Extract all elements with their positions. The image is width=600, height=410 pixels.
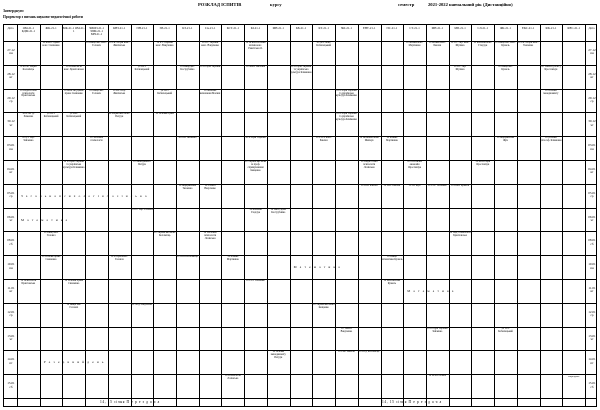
exam-entry: 10 Українська мова Коломієць — [154, 232, 176, 238]
date-value: 11.01 — [7, 285, 15, 290]
exam-entry: 10 Історія України — [245, 137, 266, 140]
date-value: 10.01 — [7, 262, 15, 267]
column-header: ПС-21-1 — [386, 27, 398, 30]
date-label — [585, 216, 599, 223]
date-label — [585, 168, 599, 175]
date-label — [585, 311, 599, 318]
exam-entry: 10 Вища математика Кужель — [381, 256, 403, 262]
date-value: 28.12 — [588, 71, 596, 76]
exam-entry: 10 Вища мат. Кострубайко — [180, 65, 195, 71]
approver-name: Проректор з питань науково-педагогічної роботи — [3, 15, 83, 19]
date-label — [4, 97, 18, 104]
date-value: 11.01 — [588, 285, 596, 290]
exam-entry-span: М а т е м а т и к а — [407, 288, 455, 293]
date-value: 12.01 — [588, 309, 596, 314]
weekday: пн — [9, 51, 13, 56]
date-label — [4, 382, 18, 389]
exam-entry: 10 Іст. України конс. Вакуленко — [201, 42, 220, 47]
exam-entry: 10 Іст. України конс. Вакуленко — [155, 42, 174, 47]
exam-entry: 10 Іст. Укр. Головач — [131, 208, 153, 211]
exam-entry: 10 Психологія Брантовська — [20, 280, 37, 285]
exam-entry: 10 Загальна психологія — [90, 137, 103, 143]
exam-entry: 10 ЕКС Кобилецький — [66, 113, 82, 119]
date-label — [585, 335, 599, 342]
course-label: курсу — [270, 2, 282, 7]
column-header: СТ-21-1 — [409, 27, 420, 30]
retake-note: Перездача — [567, 376, 580, 379]
column-header: ФК-21-1 — [545, 27, 557, 30]
weekday: чт — [9, 337, 13, 341]
exam-entry: 10 ВТД Коломієць — [359, 351, 380, 354]
column-header: КСТ-21-1 — [226, 27, 239, 30]
exam-entry: 10 ЕЕК Головач — [428, 375, 447, 378]
exam-entry: 10 Вища мат. Кужель — [498, 65, 513, 71]
date-value: 12.01 — [7, 309, 15, 314]
column-header: ЖК-21-1 — [45, 27, 57, 30]
exam-entry: 10 Українська мова Іващенко — [313, 303, 335, 309]
date-label — [585, 358, 599, 365]
exam-entry: 10 ОЕТ Кобилецький — [43, 113, 59, 119]
exam-entry: 10 ОПП Коломієць — [176, 256, 198, 259]
exam-entry: 10 Історія України та українська культура Клименко — [290, 65, 312, 74]
exam-entry: 10 Фізика конс. Баклан — [428, 42, 446, 47]
exam-entry: 10 ТМКП Вакуленко — [204, 184, 216, 190]
exam-entry: 10 Вища мат. Головач — [89, 89, 104, 95]
exam-entry: 10 Психологічний вплив конс. Ракитська О. — [245, 42, 266, 50]
date-value: 28.12 — [7, 71, 15, 76]
date-value: 06.01 — [588, 214, 596, 219]
date-label — [4, 287, 18, 294]
date-value: 27.12 — [588, 47, 596, 52]
date-label — [585, 287, 599, 294]
weekday: чт — [590, 218, 594, 222]
exam-entry: 10 Біохімія конс. Гладчук — [473, 42, 493, 47]
weekday: пн — [590, 51, 594, 56]
exam-entry: 10 Анат. Анохіна — [246, 65, 265, 68]
exam-entry: 10 ЕТЕЕ конс. Баклан — [315, 137, 332, 143]
schedule-table — [3, 24, 597, 407]
exam-entry: 10 ОПЗ Баклан — [360, 184, 378, 187]
footer-left-note: 14, 15 січня П е р е з д а ч а — [100, 400, 160, 404]
date-label — [4, 144, 18, 151]
column-header: ФЕС-21-1 — [567, 27, 580, 30]
exam-entry: 10 Історія України та українська культура Клименко — [335, 89, 358, 98]
exam-entry: 10 ЕСЕ Ткаченко — [427, 184, 447, 187]
weekday: чт — [9, 122, 13, 127]
column-header: Дата — [7, 27, 14, 30]
date-value: 15.01 — [7, 381, 15, 386]
weekday: пн — [9, 265, 13, 270]
exam-entry-span: М а т е м а т и к а — [21, 217, 69, 222]
weekday: вт — [9, 289, 13, 294]
exam-entry: 10 Фізика Мартинюк — [226, 256, 239, 262]
weekday: чт — [590, 337, 594, 341]
exam-entry: 10 ЗПД Вакуленко — [131, 303, 153, 306]
column-header: ФК-21-1 — [500, 27, 511, 30]
date-value: 29.12 — [588, 95, 596, 100]
weekday: вт — [9, 170, 13, 175]
exam-entry: 10 Конст. право конс. Свашенко — [42, 42, 60, 47]
exam-entry: 10 ЕСЕ Ткаченко — [246, 280, 265, 282]
exam-entry: 10 Менеджмент Петрук — [133, 161, 151, 166]
date-value: 04.01 — [7, 166, 15, 171]
approval-label: Затверджую: — [3, 9, 25, 13]
exam-entry: 10 Б. Ж. Д. Хоменко — [22, 113, 35, 119]
date-value: 13.01 — [7, 333, 15, 338]
exam-entry: 10 Інформатика Жук — [496, 137, 515, 143]
exam-entry: 10 Історія України та українська культура Клименко — [63, 161, 85, 169]
exam-entry: 10 Вища мат. конс. Головач — [86, 42, 107, 47]
weekday: вт — [9, 75, 13, 80]
weekday: вт — [590, 75, 594, 80]
exam-entry-span: З а г а л ь н а п с и х о л о г і я Л о з і н с ь к а — [21, 193, 148, 198]
exam-entry: 10 Іст. Укр. конс. Шулика — [450, 42, 470, 47]
column-header: ЕКС-21-1 — [522, 27, 535, 30]
weekday: ср — [9, 313, 13, 318]
column-header: СЛ-21-1 — [477, 27, 488, 30]
footer-right-note: 14, 15 січня П е р е з д а ч а — [382, 400, 442, 404]
exam-entry: 10 Загальна психологія Лозінська — [203, 232, 217, 241]
date-label — [585, 382, 599, 389]
schedule-title: РОЗКЛАД ІСПИТІВ — [198, 2, 242, 7]
exam-entry: 10 Вища мат. конс. Кужель — [495, 42, 516, 47]
date-value: 14.01 — [7, 357, 15, 362]
exam-entry: 9:30 Ек. теорія Коломієць — [20, 65, 37, 71]
date-label — [585, 144, 599, 151]
date-label — [585, 97, 599, 104]
weekday: ср — [590, 194, 594, 199]
weekday: сб — [590, 241, 594, 246]
exam-entry: 10 Пед. психологія Брантовська — [449, 232, 471, 238]
column-header: МП-21-1 — [454, 27, 466, 30]
column-header: КТ-21-1 — [318, 27, 329, 30]
date-label — [4, 73, 18, 80]
exam-entry: 10 Вища мат. Головач — [66, 303, 82, 309]
date-value: 10.01 — [588, 262, 596, 267]
column-header: КЗ-21-1 — [182, 27, 193, 30]
exam-entry: 10 ОЕС конс. Кобилецький — [316, 42, 332, 47]
weekday: ср — [590, 99, 594, 103]
weekday: ср — [9, 194, 13, 199]
weekday: сб — [9, 241, 13, 246]
exam-entry: 10 Англ. мова Кострубайко — [270, 208, 286, 214]
exam-entry: 10 Фізичне виховання Малиш — [199, 89, 221, 95]
date-label — [4, 358, 18, 365]
exam-entry: 10 Філософія Ярославчук — [475, 161, 491, 166]
exam-entry-span: М а т е м а т и к а — [293, 265, 341, 270]
exam-entry: 10 Математика Кужель — [383, 280, 401, 285]
date-value: 30.12 — [588, 119, 596, 124]
date-label — [4, 263, 18, 270]
date-label — [585, 192, 599, 199]
exam-entry: 10 Ек. теорія конс. Ткаченко — [517, 42, 539, 47]
column-header: ЗМОП-21-1 ЗПМ-21-1 МН-21-1 — [89, 27, 105, 37]
semester-label: семестр — [398, 2, 415, 7]
exam-entry: 10 Іст. Укр. Шулика — [453, 65, 467, 71]
date-label — [585, 73, 599, 80]
exam-entry: 10 Педагогічна психологія Лозінська — [360, 161, 378, 169]
date-value: 05.01 — [7, 190, 15, 195]
date-label — [585, 120, 599, 127]
date-label — [585, 239, 599, 246]
exam-entry: 10 Інформатика Ткаченко — [178, 184, 197, 190]
column-header: Дата — [588, 27, 595, 30]
date-value: 08.01 — [7, 238, 15, 243]
date-label — [585, 263, 599, 270]
exam-entry: 10 ОЕТ Кобилецький — [157, 89, 172, 95]
date-value: 29.12 — [7, 95, 15, 100]
column-header: КІ-21-1 — [250, 27, 261, 30]
date-value: 15.01 — [588, 381, 596, 386]
exam-entry: 10 ПЗ Жук — [408, 184, 421, 187]
exam-entry: 10 ТМКП Вакуленко — [340, 327, 353, 333]
exam-entry: 10 ТЕС Кобилецький — [498, 327, 513, 333]
date-label — [4, 311, 18, 318]
exam-entry: 10 Основи менеджменту — [543, 89, 559, 95]
exam-entry: 10 Іст. Укр. Зайченко — [22, 137, 35, 143]
exam-entry: 10 Історія конс. Головач — [110, 256, 128, 262]
exam-entry: 10 Маркетинг конс. Петрук — [108, 113, 131, 119]
exam-entry: 10 Психологія конс. Брантовська — [63, 65, 84, 71]
exam-entry: 10 Педагогічна психологія Брантовська — [20, 89, 37, 98]
weekday: пн — [590, 265, 594, 270]
date-label — [4, 239, 18, 246]
exam-entry: 10 Психологія Лозінська — [224, 375, 241, 381]
weekday: ср — [590, 313, 594, 318]
date-label — [4, 192, 18, 199]
date-label — [4, 120, 18, 127]
date-value: 13.01 — [588, 333, 596, 338]
exam-entry: 10 ТМКП (політ.) Ярославчук — [541, 65, 561, 71]
exam-entry: 10 Політична економія Ярославчук — [407, 161, 422, 169]
date-label — [4, 216, 18, 223]
exam-entry: 10 Основи філософ. Клименко — [540, 137, 562, 143]
column-header: ПЗ-21-1 — [159, 27, 170, 30]
weekday: сб — [590, 384, 594, 389]
exam-entry-span: Р е з е р в н и й д е н ь — [43, 360, 105, 365]
date-label — [4, 168, 18, 175]
date-value: 14.01 — [588, 357, 596, 362]
exam-entry: 10 Основи права Свашенко — [64, 280, 83, 285]
column-header: ОМ-21-1 КДМ-21-1 — [21, 27, 35, 34]
weekday: вт — [590, 170, 594, 175]
exam-entry: 10 Ек. теор. Жилінська — [112, 89, 126, 95]
weekday: пт — [9, 360, 13, 365]
weekday: чт — [590, 122, 594, 127]
exam-entry: 10 Вища мат. Головач — [43, 232, 59, 238]
weekday: пн — [9, 146, 13, 151]
exam-entry: 10 Конституційне право Свашенко — [63, 89, 84, 95]
column-header: КНЗ-21-1 — [113, 27, 126, 30]
weekday: сб — [9, 384, 13, 389]
date-value: 03.01 — [7, 143, 15, 148]
exam-entry: 10 ОЕТ Кобилецький — [134, 65, 150, 71]
date-label — [4, 49, 18, 56]
column-header: ЗКІ-21-1 — [340, 27, 352, 30]
exam-entry: 10 Основи права Свашенко — [41, 256, 61, 262]
date-value: 08.01 — [588, 238, 596, 243]
exam-entry: 10 Ек. теорія конс. Жилінська — [109, 42, 130, 47]
date-label — [585, 49, 599, 56]
exam-entry: 10 ЕКС Баклан — [383, 184, 401, 187]
date-label — [4, 335, 18, 342]
date-value: 04.01 — [588, 166, 596, 171]
exam-entry: 10 Історія України та українська культура Клименко — [335, 113, 358, 122]
column-header: МН-21-1 — [272, 27, 284, 30]
weekday: пн — [590, 146, 594, 151]
exam-entry: 10 ВМО Кужель — [451, 184, 470, 187]
weekday: чт — [9, 218, 13, 222]
date-value: 03.01 — [588, 143, 596, 148]
date-value: 06.01 — [7, 214, 15, 219]
exam-entry: 10 ПМ Ткаченко — [178, 137, 197, 140]
academic-year: 2021-2022 навчальний рік (Дистанційно) — [428, 2, 513, 7]
exam-entry: 10 Основи менеджменту Петрук — [270, 351, 286, 360]
column-header: МК-21-1 ОМ-21-1 — [62, 27, 85, 34]
exam-entry: 10 Біохімія Гладчук — [249, 208, 262, 214]
weekday: вт — [590, 289, 594, 294]
column-header: ПН-21-1 — [136, 27, 148, 30]
exam-entry: 10 ЕКС Баклан — [338, 351, 355, 354]
weekday: ср — [9, 99, 13, 103]
exam-entry: 10 Іноземна мова Шевчук — [359, 137, 379, 143]
exam-entry: 10 Історія України Зайченко — [427, 327, 448, 333]
exam-entry: 10 Фізика Мартинюк — [385, 137, 398, 143]
date-value: 27.12 — [7, 47, 15, 52]
exam-entry: 10 Фізика конс. Мартинюк — [406, 42, 424, 47]
column-header: КБ-21-1 — [295, 27, 307, 30]
date-value: 05.01 — [588, 190, 596, 195]
exam-entry: 10 Українська мова за проф. спрямуванням Іващенко — [244, 161, 267, 172]
date-value: 30.12 — [7, 119, 15, 124]
column-header: МН-21-1 — [431, 27, 443, 30]
exam-entry: 10 Історія України — [199, 65, 221, 68]
column-header: ЕНТ-21-1 — [362, 27, 376, 30]
exam-entry: 10 Основи права — [155, 113, 174, 116]
column-header: СА-21-1 — [204, 27, 216, 30]
weekday: пт — [590, 360, 594, 365]
